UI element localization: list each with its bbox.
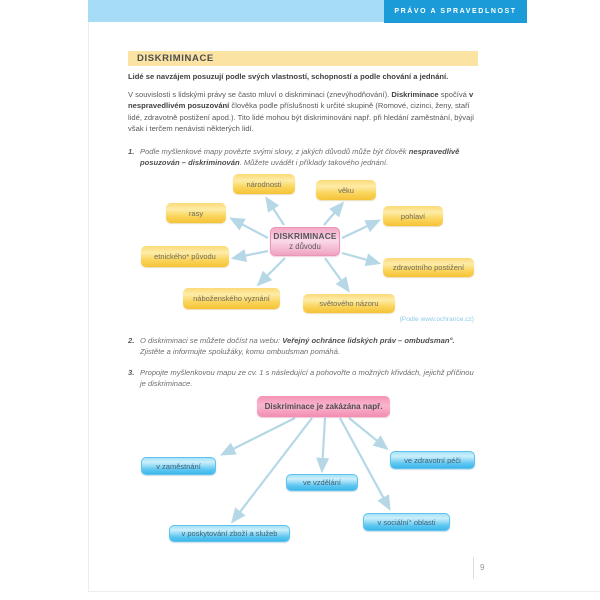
paragraph-bold-term: Diskriminace <box>391 90 439 99</box>
mindmap-node: etnického* původu <box>141 246 229 267</box>
mindmap-root-node: Diskriminace je zakázána např. <box>257 396 390 417</box>
mindmap-node: ve zdravotní péči <box>390 451 475 469</box>
section-title-box <box>128 51 478 66</box>
chapter-color-bar <box>88 0 384 22</box>
task-text <box>140 335 480 358</box>
paragraph-text: spočívá <box>438 90 470 99</box>
mindmap-node: rasy <box>166 203 226 223</box>
task-text-segment: . Můžete uvádět i příklady takového jednání. <box>239 158 389 168</box>
mindmap-node: světového názoru <box>303 294 395 313</box>
intro-lead: Lidé se navzájem posuzují podle svých vlastností, schopností a podle chování a jednání. <box>128 72 449 81</box>
task-number: 2. <box>128 336 135 345</box>
task-2 <box>128 335 480 358</box>
task-text-segment: O diskriminaci se můžete dočíst na webu: <box>140 336 283 345</box>
mindmap-node: v poskytování zboží a služeb <box>169 525 290 542</box>
mindmap-node: věku <box>316 180 376 200</box>
task-text-segment: Zjistěte a informujte spolužáky, komu ombudsman pomáhá. <box>140 347 340 357</box>
task-text-segment: Podle myšlenkové mapy povězte svými slovy, z jakých důvodů může být člověk <box>140 147 409 156</box>
footer-divider <box>473 557 474 579</box>
mindmap-node: národnosti <box>233 174 295 194</box>
intro-paragraph <box>128 89 480 135</box>
task-3 <box>128 367 480 390</box>
paragraph-text: V souvislosti s lidskými právy se často mluví o diskriminaci (znevýhodňování). <box>128 90 392 99</box>
page-number: 9 <box>480 563 485 572</box>
mindmap-discrimination-forbidden <box>128 395 478 547</box>
source-caption: (Podle www.ochrance.cz) <box>399 316 474 323</box>
mindmap-discrimination-reasons <box>128 172 478 328</box>
mindmap-node: v sociální° oblasti <box>363 513 450 531</box>
section-title-label: DISKRIMINACE <box>137 53 214 64</box>
mindmap-center-title: DISKRIMINACE <box>273 231 337 242</box>
page-edge-left <box>88 0 89 591</box>
task-bold-segment: Veřejný ochránce lidských práv – ombudsman°. <box>282 336 455 345</box>
chapter-tag <box>384 0 527 23</box>
chapter-tag-label: PRÁVO A SPRAVEDLNOST <box>394 8 517 15</box>
mindmap-node: v zaměstnání <box>141 457 216 475</box>
mindmap-node: náboženského vyznání <box>183 288 280 309</box>
task-bold-segment: nespravedlivě posuzován – diskriminován <box>140 147 460 168</box>
paragraph-text: člověka podle příslušnosti k určité skupině (Romové, cizinci, ženy, staří lidé, zdravotně postižení apod.). Tito lidé mohou být diskriminováni např. při hledání zaměstnání, bývají však i terčem nenávisti některých lidí. <box>128 101 475 134</box>
task-text <box>140 146 480 169</box>
mindmap-center-subtitle: z důvodu <box>289 241 321 251</box>
paragraph-bold-term: v nespravedlivém posuzování <box>128 90 474 111</box>
task-1 <box>128 146 480 169</box>
task-number: 3. <box>128 368 135 377</box>
mindmap-node: zdravotního postižení <box>383 258 474 277</box>
task-text: Propojte myšlenkovou mapu ze cv. 1 s následující a pohovořte o možných křivdách, jejichž příčinou je diskriminace. <box>140 368 474 389</box>
mindmap-center-node <box>270 227 340 256</box>
task-number: 1. <box>128 147 135 156</box>
page-edge-bottom <box>88 591 600 592</box>
mindmap-node: ve vzdělání <box>286 474 358 491</box>
mindmap-node: pohlaví <box>383 206 443 226</box>
